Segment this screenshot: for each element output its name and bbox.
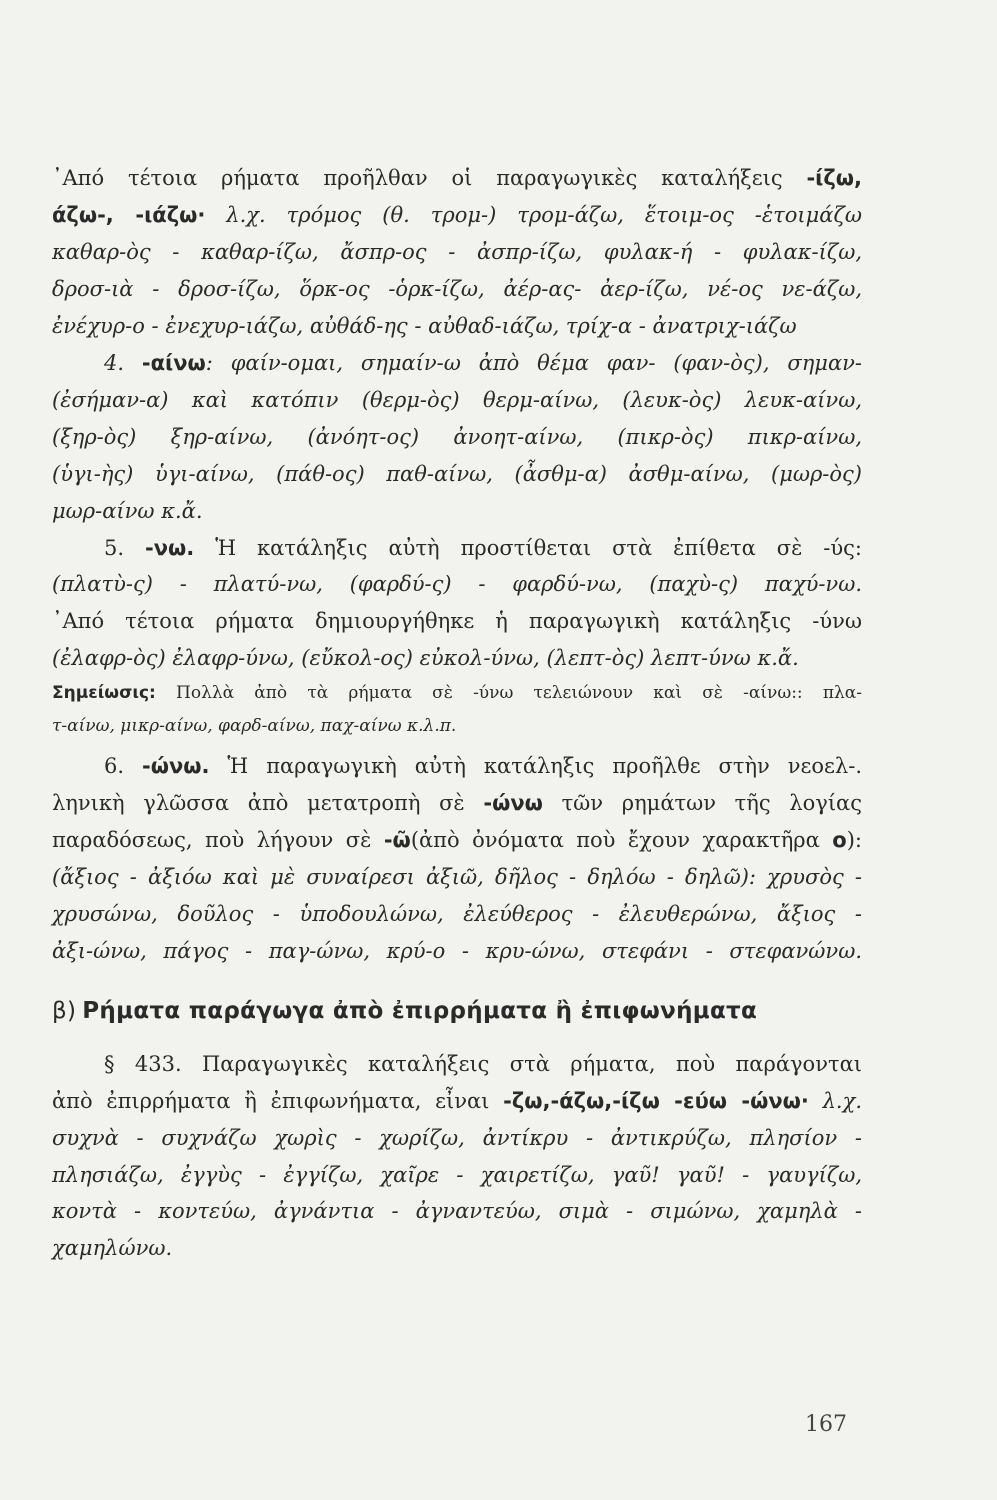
text-segment: λ.χ. τρόμος (θ. τρομ-) τρομ-άζω, ἕτοιμ-ος -ἑτοιμάζω xyxy=(205,202,862,227)
text-line: ἐνέχυρ-ο - ἐνεχυρ-ιάζω, αὐθάδ-ης - αὐθαδ-ιάζω, τρίχ-α - ἀνατριχ-ιάζω xyxy=(52,313,797,338)
note-line xyxy=(52,677,862,709)
text-segment: ᾿Από τέτοια ρήματα προῆλθαν οἱ παραγωγικὲς καταλήξεις xyxy=(52,166,807,190)
text-line xyxy=(52,160,862,197)
section-heading xyxy=(52,998,862,1024)
text-segment: ληνικὴ γλῶσσα ἀπὸ μετατροπὴ σὲ xyxy=(52,790,484,815)
bold-suffix: άζω-, -ιάζω· xyxy=(52,202,206,227)
text-segment: Ἡ κατάληξις αὐτὴ προστίθεται στὰ ἐπίθετα σὲ -ύς: xyxy=(194,535,862,560)
text-line: (πλατὺ-ς) - πλατύ-νω, (φαρδύ-ς) - φαρδύ-νω, (παχὺ-ς) παχύ-νω. xyxy=(52,572,862,597)
text-segment: : φαίν-ομαι, σημαίν-ω ἀπὸ θέμα φαν- (φαν-ὸς), σημαν- xyxy=(205,350,862,375)
page-number: 167 xyxy=(805,1412,847,1437)
text-line xyxy=(52,603,862,640)
text-segment: (ἀπὸ ὀνόματα ποὺ ἔχουν χαρακτῆρα xyxy=(410,827,833,852)
bold-suffix: -ώνω xyxy=(483,790,543,815)
text-line xyxy=(52,197,862,234)
text-segment: Ἡ παραγωγικὴ αὐτὴ κατάληξις προῆλθε στὴν νεοελ-. xyxy=(209,753,863,778)
item-number: 4. xyxy=(104,350,142,375)
text-line xyxy=(52,748,862,785)
text-line: (ἄξιος - ἀξιόω καὶ μὲ συναίρεσι ἀξιῶ, δῆλος - δηλόω - δηλῶ): χρυσὸς - xyxy=(52,864,862,889)
bold-suffix: -ῶ xyxy=(383,827,411,852)
text-segment: τῶν ρημάτων τῆς λογίας xyxy=(542,790,862,815)
text-line: χρυσώνω, δοῦλος - ὑποδουλώνω, ἐλεύθερος - ἐλευθερώνω, ἄξιος - xyxy=(52,901,862,926)
note-label: Σημείωσις: xyxy=(52,683,156,704)
text-line: (ἐσήμαν-α) καὶ κατόπιν (θερμ-ὸς) θερμ-αίνω, (λευκ-ὸς) λευκ-αίνω, xyxy=(52,387,862,412)
bold-suffix: -ίζω, xyxy=(806,166,862,190)
page-body xyxy=(52,160,862,1267)
text-line: δροσ-ιὰ - δροσ-ίζω, ὅρκ-ος -ὁρκ-ίζω, ἀέρ-ας- ἀερ-ίζω, νέ-ος νε-άζω, xyxy=(52,276,862,301)
text-segment: ): xyxy=(846,827,862,852)
item-number: 5. xyxy=(104,535,145,560)
text-segment: λ.χ. xyxy=(808,1088,863,1113)
text-segment: ᾿Από τέτοια ρήματα δημιουργήθηκε ἡ παραγωγικὴ κατάληξις -ύνω xyxy=(52,609,862,634)
text-line: καθαρ-ὸς - καθαρ-ίζω, ἄσπρ-ος - ἀσπρ-ίζω, φυλακ-ή - φυλακ-ίζω, xyxy=(52,239,862,264)
text-line xyxy=(52,822,862,859)
bold-suffix: -ζω,-άζω,-ίζω -εύω -ώνω· xyxy=(503,1088,809,1113)
section-letter: β) xyxy=(52,997,77,1024)
text-line xyxy=(52,785,862,822)
text-line: πλησιάζω, ἐγγὺς - ἐγγίζω, χαῖρε - χαιρετίζω, γαῦ! γαῦ! - γαυγίζω, xyxy=(52,1162,862,1187)
bold-suffix: -νω. xyxy=(145,535,195,560)
text-line xyxy=(52,345,862,382)
bold-suffix: -αίνω xyxy=(141,350,206,375)
section-title: Ρήματα παράγωγα ἀπὸ ἐπιρρήματα ἢ ἐπιφωνήματα xyxy=(82,997,758,1024)
text-line xyxy=(52,1083,862,1120)
text-segment: § 433. Παραγωγικὲς καταλήξεις στὰ ρήματα, ποὺ παράγονται xyxy=(104,1051,862,1076)
text-line xyxy=(52,1046,862,1083)
text-segment: ἀπὸ ἐπιρρήματα ἢ ἐπιφωνήματα, εἶναι xyxy=(52,1088,504,1113)
text-line: μωρ-αίνω κ.ἄ. xyxy=(52,498,203,523)
text-line: χαμηλώνω. xyxy=(52,1236,173,1261)
text-line: συχνὰ - συχνάζω χωρὶς - χωρίζω, ἀντίκρυ - ἀντικρύζω, πλησίον - xyxy=(52,1125,862,1150)
text-line: (ἐλαφρ-ὸς) ἐλαφρ-ύνω, (εὔκολ-ος) εὐκολ-ύνω, (λεπτ-ὸς) λεπτ-ύνω κ.ἄ. xyxy=(52,646,799,671)
note-line: τ-αίνω, μικρ-αίνω, φαρδ-αίνω, παχ-αίνω κ.λ.π. xyxy=(52,715,457,736)
note-text: Πολλὰ ἀπὸ τὰ ρήματα σὲ -ύνω τελειώνουν καὶ σὲ -αίνω:: πλα- xyxy=(155,683,862,704)
text-line: κοντὰ - κοντεύω, ἀγνάντια - ἀγναντεύω, σιμὰ - σιμώνω, χαμηλὰ - xyxy=(52,1199,862,1224)
bold-letter: ο xyxy=(832,827,847,852)
item-number: 6. xyxy=(104,753,142,778)
text-line: (ὑγι-ὴς) ὑγι-αίνω, (πάθ-ος) παθ-αίνω, (ἆσθμ-α) ἀσθμ-αίνω, (μωρ-ὸς) xyxy=(52,461,862,486)
text-line: (ξηρ-ὸς) ξηρ-αίνω, (ἀνόητ-ος) ἀνοητ-αίνω, (πικρ-ὸς) πικρ-αίνω, xyxy=(52,424,862,449)
text-line xyxy=(52,530,862,567)
bold-suffix: -ώνω. xyxy=(141,753,210,778)
text-line: ἀξι-ώνω, πάγος - παγ-ώνω, κρύ-ο - κρυ-ώνω, στεφάνι - στεφανώνω. xyxy=(52,938,862,963)
text-segment: παραδόσεως, ποὺ λήγουν σὲ xyxy=(52,827,384,852)
